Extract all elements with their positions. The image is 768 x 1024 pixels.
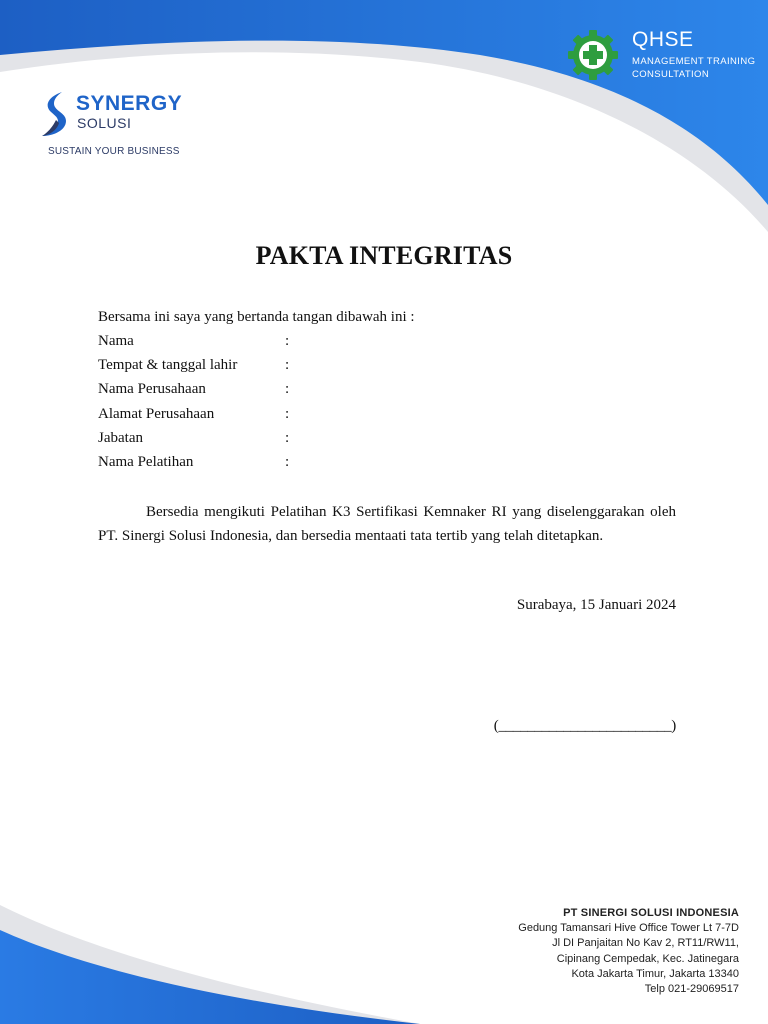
intro-text: Bersama ini saya yang bertanda tangan dibawah ini : [98,309,415,325]
brand-sub: SOLUSI [77,115,132,131]
gear-cross-icon [566,28,620,82]
field-separator: : [285,381,290,398]
field-separator: : [285,333,290,349]
field-separator: : [285,453,290,470]
footer-company: PT SINERGI SOLUSI INDONESIA [563,907,739,919]
qhse-badge [566,28,766,88]
field-row-ttl [98,357,398,381]
brand-name: SYNERGY [76,92,183,115]
identity-fields [98,333,398,478]
footer-address-line: Jl DI Panjaitan No Kav 2, RT11/RW11, [552,937,739,950]
field-label: Jabatan [98,429,143,446]
footer-address [518,906,739,997]
footer-address-line: Kota Jakarta Timur, Jakarta 13340 [571,967,739,980]
statement-paragraph: Bersedia mengikuti Pelatihan K3 Sertifikasi Kemnaker RI yang diselenggarakan oleh PT. Sinergi Solusi Indonesia, dan bersedia mentaati tata tertib yang telah ditetapkan. [98,504,676,544]
synergy-logo [40,88,220,163]
footer-address-line: Cipinang Cempedak, Kec. Jatinegara [556,952,739,965]
field-separator: : [285,405,290,422]
synergy-swirl-icon [40,90,72,138]
field-row-perusahaan [98,381,398,405]
qhse-subtitle [632,55,755,81]
field-label: Tempat & tanggal lahir [98,357,238,374]
field-row-jabatan [98,430,398,454]
qhse-subtitle-line: CONSULTATION [632,69,710,80]
footer-phone: Telp 021-29069517 [644,983,739,996]
field-label: Nama [98,333,134,349]
field-row-alamat [98,406,398,430]
signature-line: (________________________) [493,718,676,734]
place-date: Surabaya, 15 Januari 2024 [516,597,676,613]
field-row-nama [98,333,398,357]
field-label: Nama Pelatihan [98,453,194,470]
qhse-title: QHSE [632,28,694,51]
qhse-subtitle-line: MANAGEMENT TRAINING [632,56,756,67]
brand-tagline: SUSTAIN YOUR BUSINESS [48,146,180,157]
field-label: Nama Perusahaan [98,381,206,398]
footer-address-line: Gedung Tamansari Hive Office Tower Lt 7-7D [518,922,739,935]
field-separator: : [285,357,290,374]
field-row-pelatihan [98,454,398,478]
field-separator: : [285,429,290,446]
field-label: Alamat Perusahaan [98,405,215,422]
document-title: PAKTA INTEGRITAS [255,241,513,270]
